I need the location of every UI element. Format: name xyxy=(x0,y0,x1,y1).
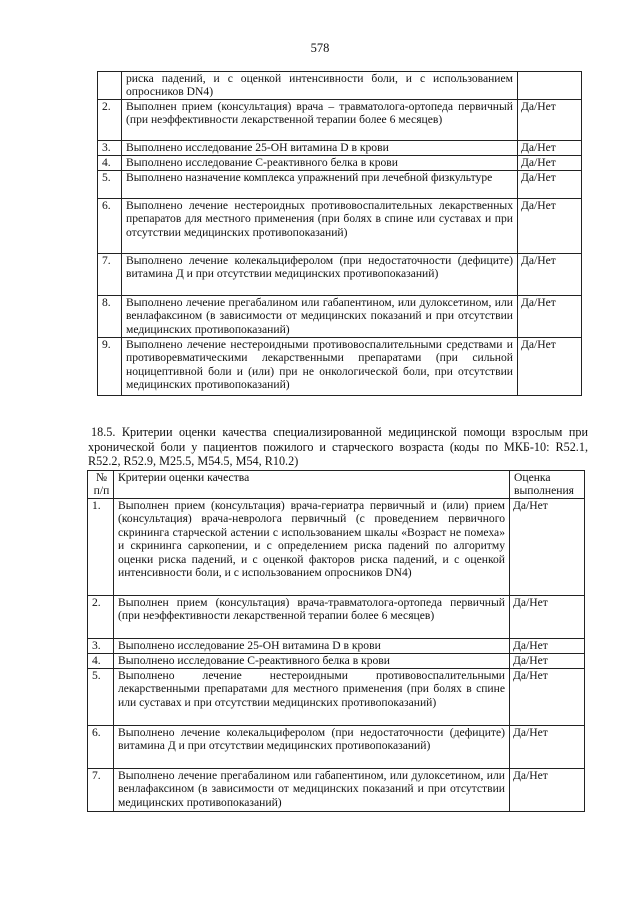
row-number: 8. xyxy=(98,295,122,337)
row-number: 7. xyxy=(88,769,114,812)
table-row xyxy=(98,99,582,140)
row-number: 2. xyxy=(88,596,114,639)
table-row xyxy=(98,72,582,100)
criterion-text: Выполнен прием (консультация) врача-гериатра первичный и (или) прием (консультация) врача-невролога первичный (с проведением первичного скрининга старческой астении с использованием шкалы «Возраст не помеха» и скрининга саркопении, и с определением риска падений по алгоритму оценки риска падений, и с оценкой факторов риска падений, и с оценкой интенсивности боли, и с использованием опросников DN4) xyxy=(114,499,510,596)
column-header-number: № п/п xyxy=(88,471,114,499)
table-row xyxy=(98,337,582,395)
row-number: 9. xyxy=(98,337,122,395)
quality-criteria-table-continued xyxy=(97,71,582,396)
table-row xyxy=(98,295,582,337)
quality-criteria-table xyxy=(87,470,585,812)
table-row xyxy=(98,155,582,170)
row-number: 6. xyxy=(88,726,114,769)
column-header-criterion: Критерии оценки качества xyxy=(114,471,510,499)
criterion-text: Выполнено исследование 25-ОН витамина D в крови xyxy=(114,639,510,654)
row-number: 5. xyxy=(98,170,122,198)
criterion-text: Выполнено лечение колекальциферолом (при недостаточности (дефиците) витамина Д и при отсутствии медицинских противопоказаний) xyxy=(122,253,518,295)
table-row xyxy=(88,726,585,769)
table-row xyxy=(88,639,585,654)
assessment-value: Да/Нет xyxy=(510,499,585,596)
assessment-value: Да/Нет xyxy=(510,769,585,812)
assessment-value: Да/Нет xyxy=(518,170,582,198)
criterion-text: Выполнено лечение нестероидными противовоспалительными средствами и противоревматическими лекарственными препаратами (при сильной ноцицептивной боли и (или) при не онкологической боли, при отсутствии медицинских противопоказаний) xyxy=(122,337,518,395)
assessment-value: Да/Нет xyxy=(510,639,585,654)
table-row xyxy=(98,253,582,295)
assessment-value: Да/Нет xyxy=(518,99,582,140)
row-number: 3. xyxy=(98,140,122,155)
criterion-text: Выполнено лечение колекальциферолом (при недостаточности (дефиците) витамина Д и при отсутствии медицинских противопоказаний) xyxy=(114,726,510,769)
row-number: 4. xyxy=(98,155,122,170)
criterion-text: Выполнено лечение нестероидными противовоспалительными лекарственными препаратами для местного применения (при болях в спине или суставах и при отсутствии медицинских противопоказаний) xyxy=(114,669,510,726)
assessment-value: Да/Нет xyxy=(518,155,582,170)
assessment-value: Да/Нет xyxy=(510,596,585,639)
assessment-value: Да/Нет xyxy=(518,337,582,395)
criterion-text: Выполнено назначение комплекса упражнений при лечебной физкультуре xyxy=(122,170,518,198)
row-number xyxy=(98,72,122,100)
table-row xyxy=(88,596,585,639)
section-heading: 18.5. Критерии оценки качества специализированной медицинской помощи взрослым при хронической боли у пациентов пожилого и старческого возраста (коды по МКБ-10: R52.1, R52.2, R52.9, M25.5, M54.5, M54, R10.2) xyxy=(88,425,588,468)
table-row xyxy=(88,669,585,726)
row-number: 2. xyxy=(98,99,122,140)
table-row xyxy=(98,140,582,155)
table-row xyxy=(98,198,582,253)
criterion-text: Выполнено лечение прегабалином или габапентином, или дулоксетином, или венлафаксином (в зависимости от медицинских показаний и при отсутствии медицинских противопоказаний) xyxy=(122,295,518,337)
table-row xyxy=(88,769,585,812)
row-number: 7. xyxy=(98,253,122,295)
assessment-value: Да/Нет xyxy=(518,253,582,295)
assessment-value: Да/Нет xyxy=(510,726,585,769)
assessment-value xyxy=(518,72,582,100)
page-number: 578 xyxy=(310,41,330,55)
assessment-value: Да/Нет xyxy=(510,654,585,669)
row-number: 6. xyxy=(98,198,122,253)
criterion-text: Выполнено лечение прегабалином или габапентином, или дулоксетином, или венлафаксином (в зависимости от медицинских показаний и при отсутствии медицинских противопоказаний) xyxy=(114,769,510,812)
criterion-text: Выполнено исследование С-реактивного белка в крови xyxy=(114,654,510,669)
table-header-row xyxy=(88,471,585,499)
row-number: 5. xyxy=(88,669,114,726)
assessment-value: Да/Нет xyxy=(518,295,582,337)
row-number: 1. xyxy=(88,499,114,596)
criterion-text: риска падений, и с оценкой интенсивности боли, и с использованием опросников DN4) xyxy=(122,72,518,100)
table-row xyxy=(98,170,582,198)
assessment-value: Да/Нет xyxy=(518,140,582,155)
table-row xyxy=(88,499,585,596)
criterion-text: Выполнено исследование С-реактивного белка в крови xyxy=(122,155,518,170)
table-row xyxy=(88,654,585,669)
row-number: 3. xyxy=(88,639,114,654)
criterion-text: Выполнено лечение нестероидных противовоспалительных лекарственных препаратов для местного применения (при болях в спине или суставах и при отсутствии медицинских противопоказаний) xyxy=(122,198,518,253)
criterion-text: Выполнено исследование 25-ОН витамина D в крови xyxy=(122,140,518,155)
assessment-value: Да/Нет xyxy=(510,669,585,726)
criterion-text: Выполнен прием (консультация) врача – травматолога-ортопеда первичный (при неэффективности лекарственной терапии более 6 месяцев) xyxy=(122,99,518,140)
assessment-value: Да/Нет xyxy=(518,198,582,253)
row-number: 4. xyxy=(88,654,114,669)
criterion-text: Выполнен прием (консультация) врача-травматолога-ортопеда первичный (при неэффективности лекарственной терапии более 6 месяцев) xyxy=(114,596,510,639)
column-header-assessment: Оценка выполнения xyxy=(510,471,585,499)
